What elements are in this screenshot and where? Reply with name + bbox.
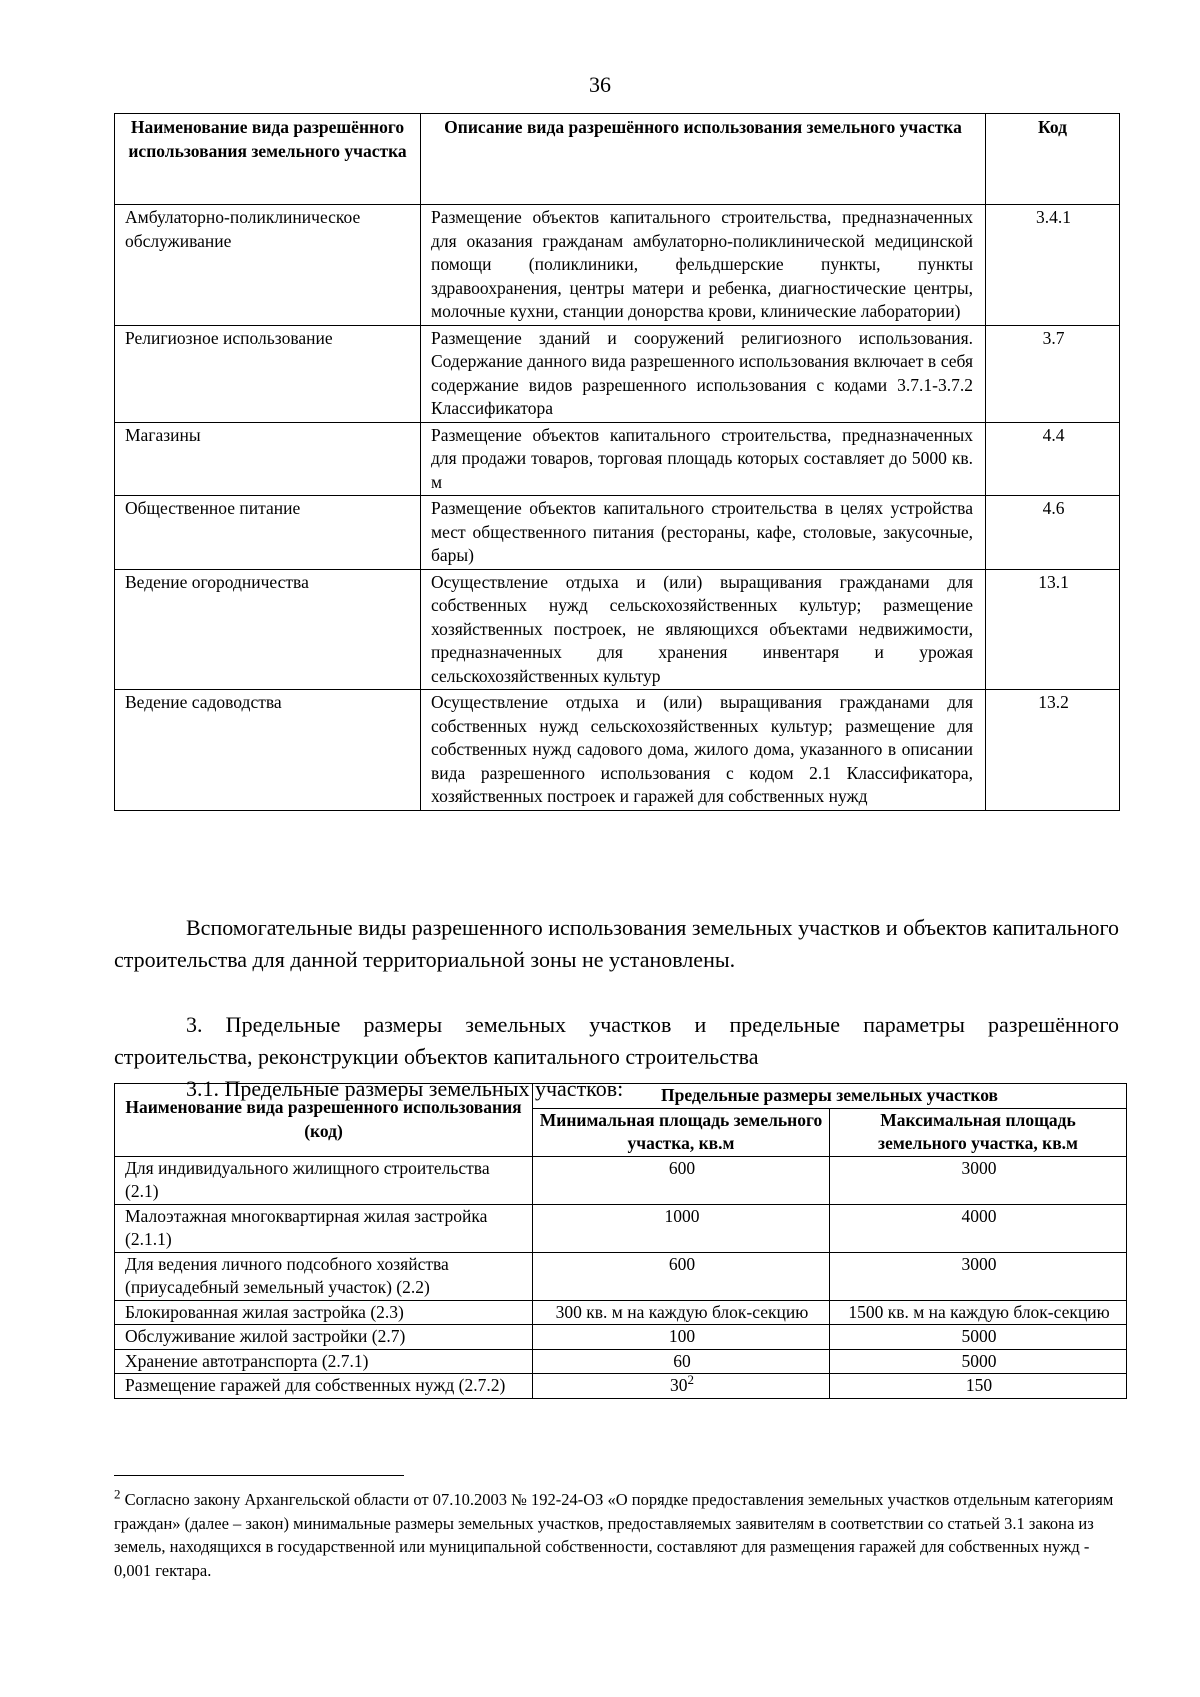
permitted-uses-table — [114, 113, 1120, 811]
auxiliary-uses-paragraph: Вспомогательные виды разрешенного использования земельных участков и объектов капитального строительства для данной территориальной зоны не установлены. — [114, 915, 1119, 972]
use-type: Для индивидуального жилищного строительства (2.1) — [115, 1156, 533, 1204]
use-code: 3.7 — [986, 325, 1120, 422]
table-header-row — [115, 1084, 1127, 1109]
table-row — [115, 1156, 1127, 1204]
max-area: 4000 — [830, 1204, 1127, 1252]
table-row — [115, 1325, 1127, 1350]
table-row — [115, 1252, 1127, 1300]
use-type: Обслуживание жилой застройки (2.7) — [115, 1325, 533, 1350]
table-row — [115, 496, 1120, 570]
header-use-type: Наименование вида разрешенного использования (код) — [115, 1084, 533, 1157]
use-description: Размещение зданий и сооружений религиозного использования. Содержание данного вида разрешенного использования включает в себя содержание видов разрешенного использования с кодами 3.7.1-3.7.2 Классификатора — [421, 325, 986, 422]
use-code: 3.4.1 — [986, 205, 1120, 326]
use-code: 4.4 — [986, 422, 1120, 496]
table-row — [115, 1204, 1127, 1252]
footnote — [114, 1488, 1124, 1582]
max-area: 150 — [830, 1374, 1127, 1399]
use-name: Амбулаторно-поликлиническое обслуживание — [115, 205, 421, 326]
min-area: 300 кв. м на каждую блок-секцию — [533, 1300, 830, 1325]
max-area: 3000 — [830, 1252, 1127, 1300]
header-min-area: Минимальная площадь земельного участка, кв.м — [533, 1108, 830, 1156]
table-row — [115, 205, 1120, 326]
use-type: Размещение гаражей для собственных нужд (2.7.2) — [115, 1374, 533, 1399]
plot-size-limits-table — [114, 1083, 1127, 1399]
use-description: Осуществление отдыха и (или) выращивания гражданами для собственных нужд сельскохозяйственных культур; размещение для собственных нужд садового дома, жилого дома, указанного в описании вида разрешенного использования с кодом 2.1 Классификатора, хозяйственных построек и гаражей для собственных нужд — [421, 690, 986, 811]
use-description: Размещение объектов капитального строительства в целях устройства мест общественного питания (рестораны, кафе, столовые, закусочные, бары) — [421, 496, 986, 570]
footnote-reference: 2 — [687, 1372, 694, 1388]
page-number: 36 — [589, 72, 611, 97]
min-area: 100 — [533, 1325, 830, 1350]
table-row — [115, 569, 1120, 690]
footnote-text: Согласно закону Архангельской области от 07.10.2003 № 192-24-ОЗ «О порядке предоставления земельных участков отдельным категориям граждан» (далее – закон) минимальные размеры земельных участков, предоставляемых заявителям в соответствии со статьей 3.1 закона из земель, находящихся в государственной или муниципальной собственности, составляют для размещения гаражей для собственных нужд - 0,001 гектара. — [114, 1490, 1114, 1580]
header-size-limits: Предельные размеры земельных участков — [533, 1084, 1127, 1109]
use-code: 13.1 — [986, 569, 1120, 690]
use-name: Магазины — [115, 422, 421, 496]
use-description: Размещение объектов капитального строительства, предназначенных для оказания гражданам амбулаторно-поликлинической медицинской помощи (поликлиники, фельдшерские пункты, пункты здравоохранения, центры матери и ребенка, диагностические центры, молочные кухни, станции донорства крови, клинические лаборатории) — [421, 205, 986, 326]
max-area: 5000 — [830, 1349, 1127, 1374]
header-use-code: Код — [986, 114, 1120, 205]
min-area: 600 — [533, 1156, 830, 1204]
use-code: 4.6 — [986, 496, 1120, 570]
header-max-area: Максимальная площадь земельного участка, кв.м — [830, 1108, 1127, 1156]
table-row — [115, 1349, 1127, 1374]
use-description: Осуществление отдыха и (или) выращивания гражданами для собственных нужд сельскохозяйственных культур; размещение хозяйственных построек, не являющихся объектами недвижимости, предназначенных для хранения инвентаря и урожая сельскохозяйственных культур — [421, 569, 986, 690]
section-3-1-heading: 3.1. Предельные размеры земельных участков: — [186, 1076, 624, 1101]
max-area: 1500 кв. м на каждую блок-секцию — [830, 1300, 1127, 1325]
max-area: 3000 — [830, 1156, 1127, 1204]
table-header-row — [115, 114, 1120, 205]
use-name: Общественное питание — [115, 496, 421, 570]
use-type: Блокированная жилая застройка (2.3) — [115, 1300, 533, 1325]
header-use-name: Наименование вида разрешённого использования земельного участка — [115, 114, 421, 205]
footnote-mark: 2 — [114, 1486, 121, 1502]
section-3-heading: 3. Предельные размеры земельных участков и предельные параметры разрешённого строительства, реконструкции объектов капитального строительства — [114, 1012, 1119, 1069]
min-area: 60 — [533, 1349, 830, 1374]
footnote-divider — [114, 1475, 404, 1476]
use-type: Малоэтажная многоквартирная жилая застройка (2.1.1) — [115, 1204, 533, 1252]
use-name: Ведение садоводства — [115, 690, 421, 811]
use-code: 13.2 — [986, 690, 1120, 811]
table-row — [115, 1374, 1127, 1399]
table-row — [115, 422, 1120, 496]
header-use-description: Описание вида разрешённого использования земельного участка — [421, 114, 986, 205]
table-row — [115, 1300, 1127, 1325]
use-description: Размещение объектов капитального строительства, предназначенных для продажи товаров, торговая площадь которых составляет до 5000 кв. м — [421, 422, 986, 496]
table-row — [115, 690, 1120, 811]
max-area: 5000 — [830, 1325, 1127, 1350]
use-name: Религиозное использование — [115, 325, 421, 422]
use-type: Хранение автотранспорта (2.7.1) — [115, 1349, 533, 1374]
use-name: Ведение огородничества — [115, 569, 421, 690]
min-area — [533, 1374, 830, 1399]
min-area: 1000 — [533, 1204, 830, 1252]
min-area-value: 30 — [670, 1375, 688, 1395]
use-type: Для ведения личного подсобного хозяйства (приусадебный земельный участок) (2.2) — [115, 1252, 533, 1300]
min-area: 600 — [533, 1252, 830, 1300]
table-row — [115, 325, 1120, 422]
